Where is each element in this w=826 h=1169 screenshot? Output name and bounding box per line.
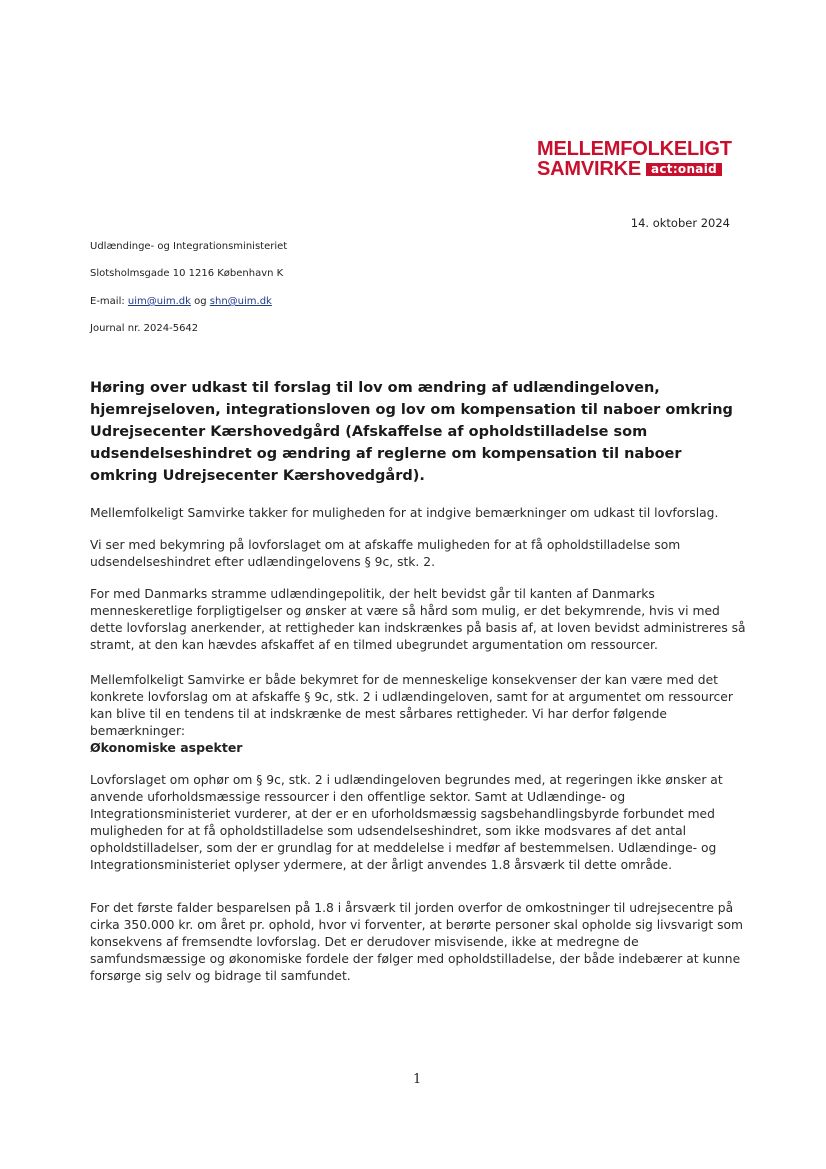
email-prefix: E-mail:: [90, 296, 128, 307]
paragraph-1: Mellemfolkeligt Samvirke takker for muligheden for at indgive bemærkninger om udkast til lovforslag.: [90, 506, 719, 520]
logo-line-1: MELLEMFOLKELIGT: [537, 138, 732, 160]
paragraph-2: Vi ser med bekymring på lovforslaget om at afskaffe muligheden for at få opholdstilladelse som udsendelseshindret efter udlændingelovens § 9c, stk. 2.: [90, 538, 681, 569]
email-link-shn[interactable]: shn@uim.dk: [209, 296, 272, 307]
section-paragraph-2: For det første falder besparelsen på 1.8 i årsværk til jorden overfor de omkostninger til udrejsecentre på cirka 350.000 kr. om året pr. ophold, hvor vi forventer, at berørte personer skal opholde sig livsvarigt som konsekvens af fremsendte lovforslag. Det er derudover misvisende, ikke at medregne de samfundsmæssige og økonomiske fordele der følger med opholdstilladelse, der både indebærer at kunne forsørge sig selv og bidrage til samfundet.: [90, 901, 743, 983]
recipient-address: Slotsholmsgade 10 1216 København K: [90, 268, 284, 279]
paragraph-4: Mellemfolkeligt Samvirke er både bekymret for de menneskelige konsekvenser der kan være med det konkrete lovforslag om at afskaffe § 9c, stk. 2 i udlændingeloven, samt for at argumentet om ressourcer kan blive til en tendens til at indskrænke de mest sårbares rettigheder. Vi har derfor følgende bemærkninger:: [90, 673, 733, 738]
paragraph-3: For med Danmarks stramme udlændingepolitik, der helt bevidst går til kanten af Danmarks menneskeretlige forpligtigelser og ønsker at være så hård som mulig, er det bekymrende, hvis vi med dette lovforslag anerkender, at rettigheder kan indskrænkes på basis af, at loven bevidst administreres så stramt, at den kan hævdes afskaffet af en tilmed ubegrundet argumentation om ressourcer.: [90, 587, 746, 652]
recipient-name: Udlændinge- og Integrationsministeriet: [90, 241, 288, 252]
letter-date: 14. oktober 2024: [630, 216, 730, 230]
organization-logo: [537, 139, 733, 179]
recipient-email-line: [90, 296, 272, 307]
actionaid-badge: act:onaid: [646, 163, 722, 176]
journal-number: Journal nr. 2024-5642: [90, 323, 199, 334]
logo-samvirke: SAMVIRKE: [537, 158, 641, 180]
email-link-uim[interactable]: uim@uim.dk: [127, 296, 191, 307]
section-paragraph-1: Lovforslaget om ophør om § 9c, stk. 2 i udlændingeloven begrundes med, at regeringen ikke ønsker at anvende uforholdsmæssige ressourcer i den offentlige sektor. Samt at Udlændinge- og Integrationsministeriet vurderer, at der er en uforholdsmæssig sagsbehandlingsbyrde forbundet med muligheden for at få opholdstilladelse som udsendelseshindret, som ikke modsvares af det antal opholdstilladelser, som der er grundlag for at meddelelse i medfør af bestemmelsen. Udlændinge- og Integrationsministeriet oplyser ydermere, at der årligt anvendes 1.8 årsværk til dette område.: [90, 773, 723, 872]
section-heading: Økonomiske aspekter: [90, 740, 243, 755]
page-number: 1: [413, 1072, 422, 1087]
logo-line-2: [537, 159, 733, 179]
email-join: og: [190, 296, 210, 307]
document-title: Høring over udkast til forslag til lov om ændring af udlændingeloven, hjemrejseloven, integrationsloven og lov om kompensation til naboer omkring Udrejsecenter Kærshovedgård (Afskaffelse af opholdstilladelse som udsendelseshindret og ændring af reglerne om kompensation til naboer omkring Udrejsecenter Kærshovedgård).: [90, 380, 733, 484]
